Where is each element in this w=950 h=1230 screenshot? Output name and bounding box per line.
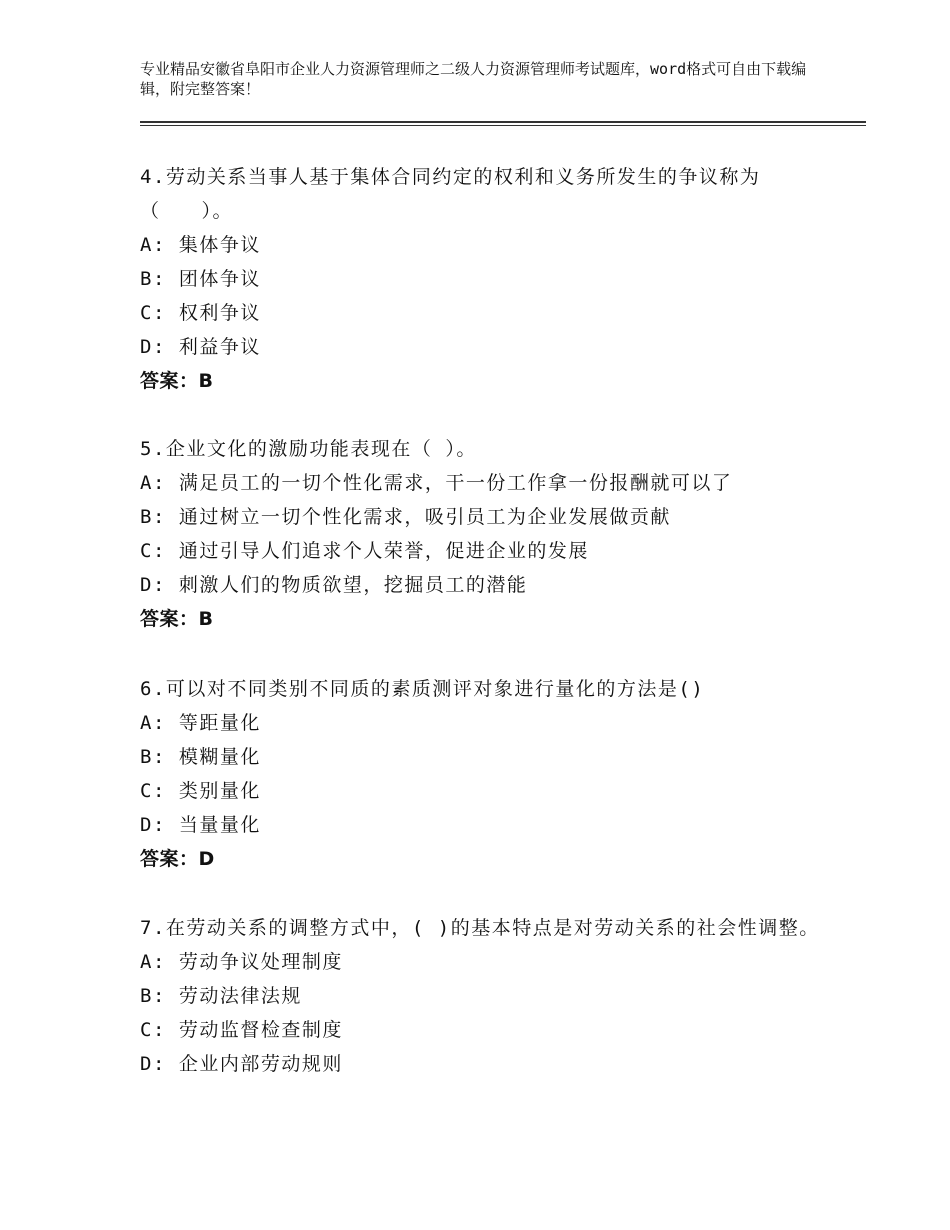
option-text: 劳动争议处理制度 xyxy=(178,951,343,973)
option-a xyxy=(140,945,820,979)
option-text: 企业内部劳动规则 xyxy=(178,1053,343,1075)
question-stem: 5.企业文化的激励功能表现在（ ）。 xyxy=(140,438,477,460)
option-letter: D: xyxy=(140,336,166,358)
option-d xyxy=(140,568,820,602)
option-letter: C: xyxy=(140,1019,166,1041)
option-text: 通过引导人们追求个人荣誉，促进企业的发展 xyxy=(178,540,589,562)
question-6 xyxy=(140,672,820,876)
option-d xyxy=(140,1047,820,1081)
option-text: 通过树立一切个性化需求，吸引员工为企业发展做贡献 xyxy=(178,506,671,528)
option-c xyxy=(140,534,820,568)
answer-label: 答案：D xyxy=(140,848,215,870)
option-text: 满足员工的一切个性化需求，干一份工作拿一份报酬就可以了 xyxy=(178,472,733,494)
option-letter: D: xyxy=(140,574,166,596)
option-letter: A: xyxy=(140,951,166,973)
option-text: 劳动法律法规 xyxy=(178,985,302,1007)
option-letter: C: xyxy=(140,540,166,562)
option-text: 模糊量化 xyxy=(178,746,261,768)
option-d xyxy=(140,330,820,364)
option-a xyxy=(140,466,820,500)
question-5 xyxy=(140,432,820,636)
option-letter: B: xyxy=(140,746,166,768)
option-letter: D: xyxy=(140,1053,166,1075)
option-c xyxy=(140,296,820,330)
option-letter: A: xyxy=(140,472,166,494)
option-letter: B: xyxy=(140,506,166,528)
option-text: 刺激人们的物质欲望，挖掘员工的潜能 xyxy=(178,574,528,596)
option-b xyxy=(140,740,820,774)
question-stem: 4.劳动关系当事人基于集体合同约定的权利和义务所发生的争议称为（ ）。 xyxy=(140,166,761,222)
option-text: 当量量化 xyxy=(178,814,261,836)
option-b xyxy=(140,500,820,534)
option-letter: A: xyxy=(140,234,166,256)
option-text: 团体争议 xyxy=(178,268,261,290)
question-stem: 7.在劳动关系的调整方式中，( )的基本特点是对劳动关系的社会性调整。 xyxy=(140,917,820,939)
option-letter: A: xyxy=(140,712,166,734)
header-divider-thin xyxy=(140,125,866,126)
option-b xyxy=(140,262,820,296)
option-c xyxy=(140,774,820,808)
option-c xyxy=(140,1013,820,1047)
option-a xyxy=(140,228,820,262)
document-header: 专业精品安徽省阜阳市企业人力资源管理师之二级人力资源管理师考试题库，word格式可自由下载编辑，附完整答案！ xyxy=(140,60,807,98)
answer-label: 答案：B xyxy=(140,370,214,392)
option-text: 等距量化 xyxy=(178,712,261,734)
option-text: 集体争议 xyxy=(178,234,261,256)
header-divider-thick xyxy=(140,121,866,123)
answer-label: 答案：B xyxy=(140,608,214,630)
question-4 xyxy=(140,160,820,398)
option-text: 利益争议 xyxy=(178,336,261,358)
option-letter: B: xyxy=(140,985,166,1007)
option-text: 类别量化 xyxy=(178,780,261,802)
question-stem: 6.可以对不同类别不同质的素质测评对象进行量化的方法是() xyxy=(140,678,705,700)
question-7 xyxy=(140,911,820,1081)
option-letter: C: xyxy=(140,780,166,802)
option-text: 劳动监督检查制度 xyxy=(178,1019,343,1041)
option-a xyxy=(140,706,820,740)
option-b xyxy=(140,979,820,1013)
option-letter: B: xyxy=(140,268,166,290)
option-letter: D: xyxy=(140,814,166,836)
option-text: 权利争议 xyxy=(178,302,261,324)
option-letter: C: xyxy=(140,302,166,324)
option-d xyxy=(140,808,820,842)
